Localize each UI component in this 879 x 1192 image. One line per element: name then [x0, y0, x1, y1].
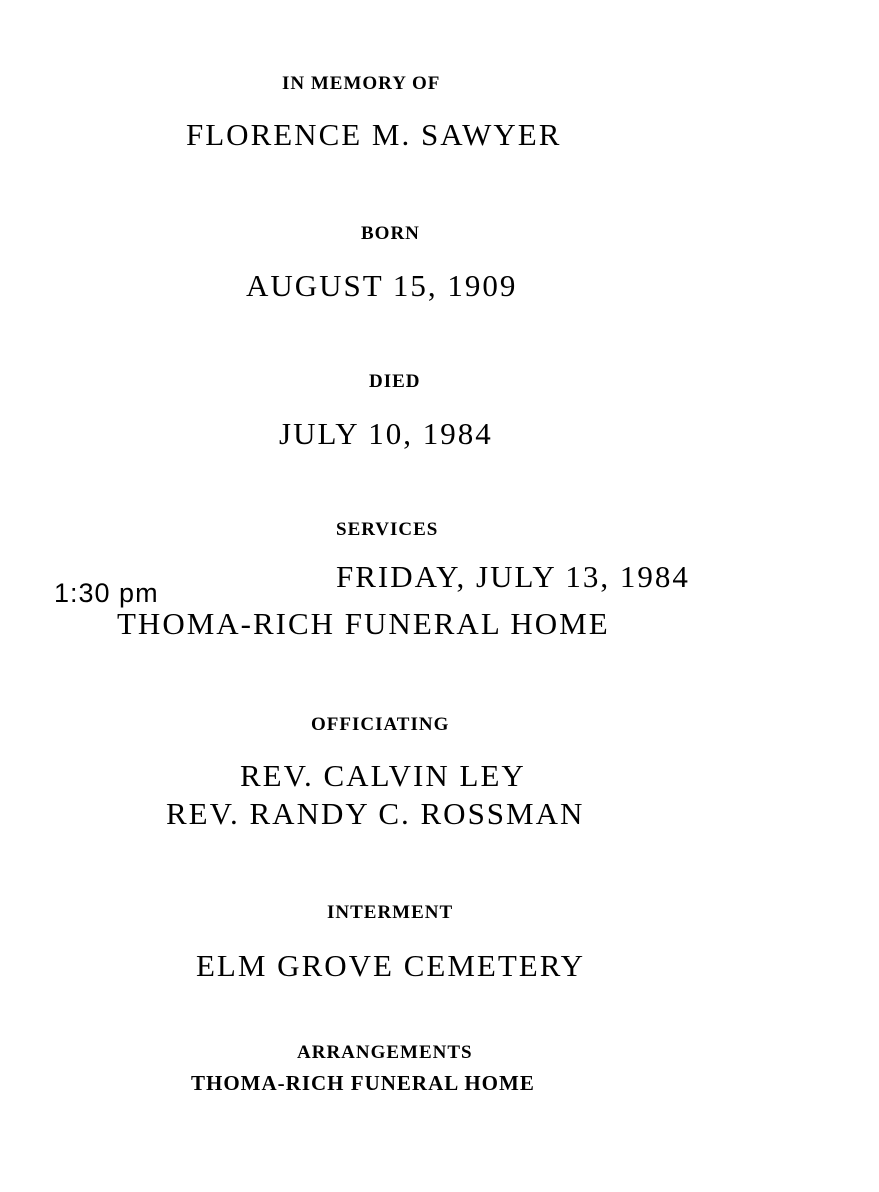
born-heading: BORN — [361, 223, 420, 244]
died-date: JULY 10, 1984 — [279, 416, 493, 451]
officiant-2: REV. RANDY C. ROSSMAN — [166, 796, 585, 831]
officiant-1: REV. CALVIN LEY — [240, 758, 526, 793]
arrangements-by: THOMA-RICH FUNERAL HOME — [191, 1071, 535, 1095]
interment-heading: INTERMENT — [327, 902, 454, 923]
services-place: THOMA-RICH FUNERAL HOME — [117, 606, 610, 641]
officiating-heading: OFFICIATING — [311, 714, 450, 735]
born-date: AUGUST 15, 1909 — [246, 268, 518, 303]
died-heading: DIED — [369, 371, 421, 392]
services-time: 1:30 pm — [54, 578, 159, 608]
interment-place: ELM GROVE CEMETERY — [196, 948, 586, 983]
arrangements-heading: ARRANGEMENTS — [297, 1042, 473, 1063]
services-heading: SERVICES — [336, 519, 439, 540]
in-memory-heading: IN MEMORY OF — [282, 73, 441, 94]
deceased-name: FLORENCE M. SAWYER — [186, 117, 562, 152]
services-date: FRIDAY, JULY 13, 1984 — [336, 559, 690, 594]
